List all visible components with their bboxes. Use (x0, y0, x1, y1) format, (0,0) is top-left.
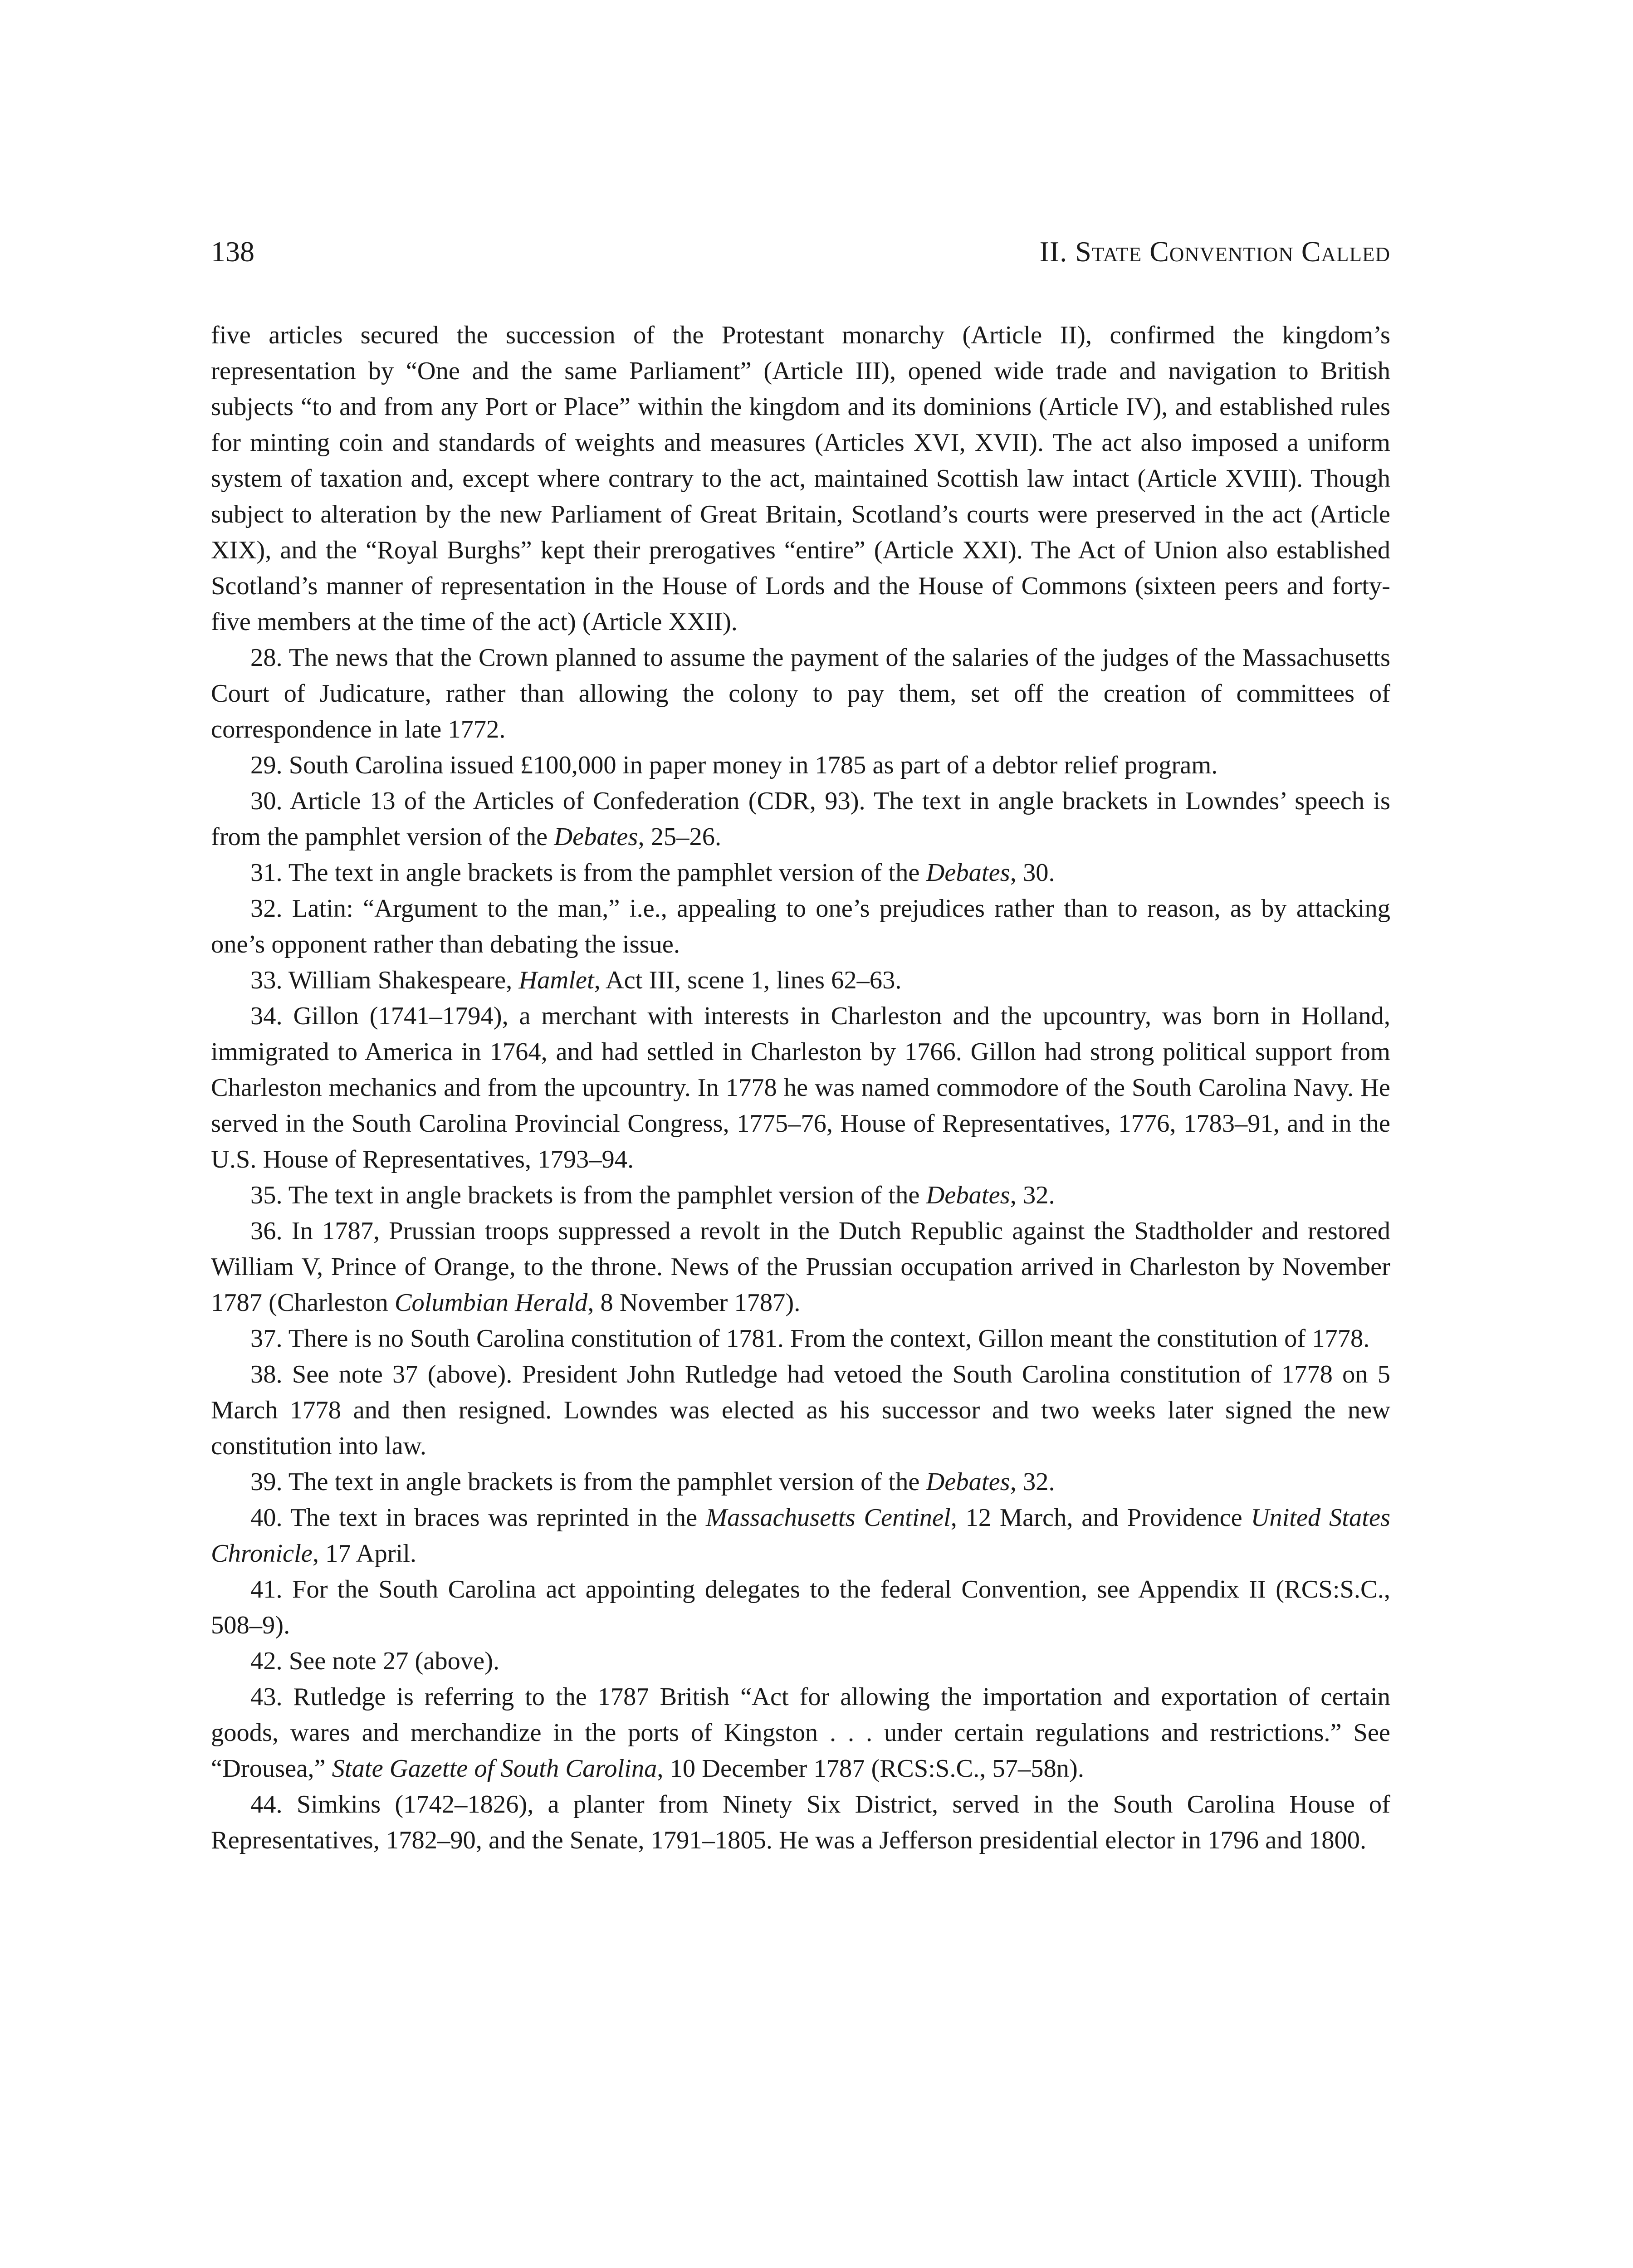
italic-title: Debates (926, 1468, 1010, 1496)
note-text: 34. Gillon (1741–1794), a merchant with interests in Charleston and the upcountry, was born in Holland, immigrated to America in 1764, and had settled in Charleston by 1766. Gillon had strong political support from Charleston mechanics and from the upcountry. In 1778 he was named commodore of the South Carolina Navy. He served in the South Carolina Provincial Congress, 1775–76, House of Representatives, 1776, 1783–91, and in the U.S. House of Representatives, 1793–94. (211, 1002, 1390, 1173)
note-39 (211, 1464, 1390, 1500)
note-text: , 12 March, and Providence (950, 1504, 1251, 1532)
note-text: , 8 November 1787). (587, 1289, 801, 1317)
note-30 (211, 783, 1390, 855)
note-text: five articles secured the succession of the Protestant monarchy (Article II), confirmed the kingdom’s representation by “One and the same Parliament” (Article III), opened wide trade and navigation to British subjects “to and from any Port or Place” within the kingdom and its dominions (Article IV), and established rules for minting coin and standards of weights and measures (Articles XVI, XVII). The act also imposed a uniform system of taxation and, except where contrary to the act, maintained Scottish law intact (Article XVIII). Though subject to alteration by the new Parliament of Great Britain, Scotland’s courts were preserved in the act (Article XIX), and the “Royal Burghs” kept their prerogatives “entire” (Article XXI). The Act of Union also established Scotland’s manner of representation in the House of Lords and the House of Commons (sixteen peers and forty-five members at the time of the act) (Article XXII). (211, 321, 1390, 636)
note-28 (211, 640, 1390, 748)
note-35 (211, 1178, 1390, 1213)
note-text: , 32. (1010, 1468, 1055, 1496)
italic-title: Massachusetts Centinel (706, 1504, 951, 1532)
italic-title: Debates (926, 1181, 1010, 1209)
note-text: 32. Latin: “Argument to the man,” i.e., appealing to one’s prejudices rather than to reason, as by attacking one’s opponent rather than debating the issue. (211, 894, 1390, 958)
note-text: , 32. (1010, 1181, 1055, 1209)
note-text: , 17 April. (312, 1540, 417, 1568)
note-text: 35. The text in angle brackets is from the pamphlet version of the (250, 1181, 926, 1209)
note-33 (211, 963, 1390, 998)
note-text: 43. Rutledge is referring to the 1787 British “Act for allowing the importation and exportation of certain goods, wares and merchandize in the ports of Kingston . . . under certain regulations and restrictions.” See “Drousea,” (211, 1683, 1390, 1783)
note-text: 39. The text in angle brackets is from the pamphlet version of the (250, 1468, 926, 1496)
note-37 (211, 1321, 1390, 1357)
italic-title: State Gazette of South Carolina (332, 1755, 657, 1783)
note-42 (211, 1643, 1390, 1679)
note-31 (211, 855, 1390, 891)
note-text: 44. Simkins (1742–1826), a planter from Ninety Six District, served in the South Carolina House of Representatives, 1782–90, and the Senate, 1791–1805. He was a Jefferson presidential elector in 1796 and 1800. (211, 1790, 1390, 1854)
note-continuation (211, 318, 1390, 640)
running-title: II. State Convention Called (1039, 235, 1390, 268)
note-text: 33. William Shakespeare, (250, 966, 519, 994)
note-text: 37. There is no South Carolina constitution of 1781. From the context, Gillon meant the constitution of 1778. (250, 1325, 1370, 1353)
running-head (211, 227, 1390, 277)
note-36 (211, 1213, 1390, 1321)
note-43 (211, 1679, 1390, 1787)
note-text: 40. The text in braces was reprinted in the (250, 1504, 706, 1532)
note-41 (211, 1572, 1390, 1643)
note-40 (211, 1500, 1390, 1572)
note-32 (211, 891, 1390, 963)
italic-title: United States Chronicle (211, 1504, 1391, 1568)
italic-title: Columbian Herald (394, 1289, 588, 1317)
note-text: 42. See note 27 (above). (250, 1647, 500, 1675)
note-34 (211, 998, 1390, 1178)
endnotes (211, 318, 1390, 1858)
note-text: 36. In 1787, Prussian troops suppressed a revolt in the Dutch Republic against the Stadtholder and restored William V, Prince of Orange, to the throne. News of the Prussian occupation arrived in Charleston by November 1787 (Charleston (211, 1217, 1390, 1317)
note-38 (211, 1357, 1390, 1464)
italic-title: Debates (554, 823, 638, 851)
note-44 (211, 1787, 1390, 1858)
note-text: , 30. (1010, 859, 1055, 887)
page-number: 138 (211, 235, 254, 268)
note-text: , Act III, scene 1, lines 62–63. (594, 966, 902, 994)
note-text: , 10 December 1787 (RCS:S.C., 57–58n). (657, 1755, 1084, 1783)
document-page (211, 227, 1390, 1858)
note-text: 29. South Carolina issued £100,000 in paper money in 1785 as part of a debtor relief program. (250, 751, 1218, 779)
note-text: 30. Article 13 of the Articles of Confederation (CDR, 93). The text in angle brackets in Lowndes’ speech is from the pamphlet version of the (211, 787, 1390, 851)
note-29 (211, 748, 1390, 783)
note-text: 31. The text in angle brackets is from the pamphlet version of the (250, 859, 926, 887)
note-text: 41. For the South Carolina act appointing delegates to the federal Convention, see Appendix II (RCS:S.C., 508–9). (211, 1575, 1390, 1639)
note-text: 38. See note 37 (above). President John Rutledge had vetoed the South Carolina constitution of 1778 on 5 March 1778 and then resigned. Lowndes was elected as his successor and two weeks later signed the new constitution into law. (211, 1360, 1390, 1460)
italic-title: Hamlet (518, 966, 594, 994)
italic-title: Debates (926, 859, 1010, 887)
note-text: 28. The news that the Crown planned to assume the payment of the salaries of the judges of the Massachusetts Court of Judicature, rather than allowing the colony to pay them, set off the creation of committees of correspondence in late 1772. (211, 644, 1390, 743)
note-text: , 25–26. (638, 823, 722, 851)
